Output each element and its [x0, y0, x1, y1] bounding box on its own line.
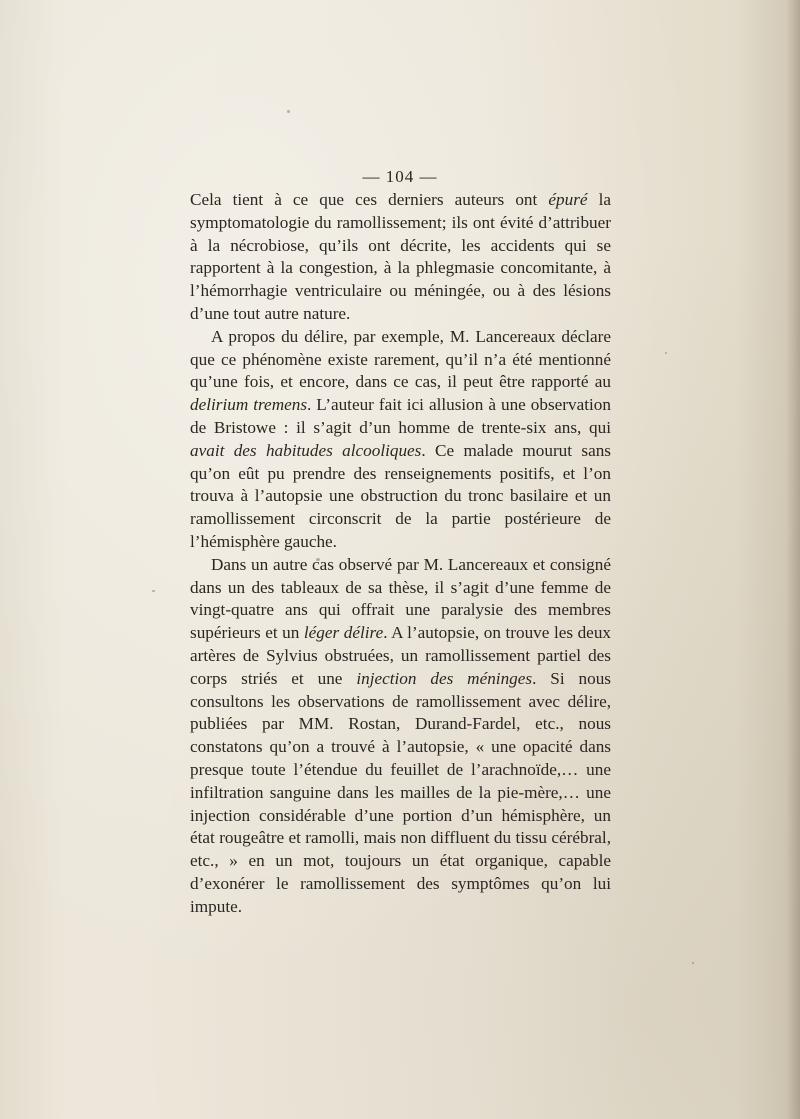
italic-text: épuré	[548, 190, 588, 209]
text-run: A propos du délire, par exemple, M. Lancereaux déclare que ce phénomène existe rarement, qu’il n’a été mentionné qu’une fois, et encore, dans ce cas, il peut être rapporté au	[190, 326, 611, 392]
paper-speck	[152, 590, 155, 592]
paragraph	[190, 189, 611, 326]
text-run: Cela tient à ce que ces derniers auteurs ont	[190, 190, 549, 209]
text-run: . Ce malade mourut sans qu’on eût pu prendre des renseignements positifs, et l’on trouva à l’autopsie une obstruction du tronc basilaire et un ramollissement circonscrit de la partie postérieure de l’hémisphère gauche.	[190, 440, 611, 551]
italic-text: avait des habitudes alcooliques	[190, 440, 422, 460]
text-run: la symptomatologie du ramollissement; ils ont évité d’attribuer à la nécrobiose, qu’ils ont décrite, les accidents qui se rapportent à la congestion, à la phlegmasie concomitante, à l’hémorrhagie ventriculaire ou méningée, ou à des lésions d’une tout autre nature.	[190, 190, 611, 323]
page-edge-shadow	[786, 0, 800, 1119]
page-number: — 104 —	[362, 167, 438, 186]
paper-speck	[665, 352, 667, 354]
text-run: . Si nous consultons les observations de ramollissement avec délire, publiées par MM. Rostan, Durand-Fardel, etc., nous constatons qu’on a trouvé à l’autopsie, « une opacité dans presque toute l’étendue du feuillet de l’arachnoïde,… une infiltration sanguine dans les mailles de la pie-mère,… une injection considérable d’une portion d’un hémisphère, un état rougeâtre et ramolli, mais non diffluent du tissu cérébral, etc., » en un mot, toujours un état organique, capable d’exonérer le ramollissement des symptômes qu’on lui impute.	[190, 668, 611, 916]
paper-speck	[287, 110, 290, 113]
body-text	[190, 189, 611, 919]
text-run: . A l’autopsie, on trouve les deux artères de Sylvius obstruées, un ramollissement partiel des corps striés et une	[190, 623, 612, 688]
paragraph	[190, 554, 611, 919]
italic-text: léger délire	[303, 623, 384, 643]
text-run: Dans un autre cas observé par M. Lancereaux et consigné dans un des tableaux de sa thèse, il s’agit d’une femme de vingt-quatre ans qui offrait une paralysie des membres supérieurs et un	[190, 554, 611, 643]
paragraph	[190, 326, 611, 554]
italic-text: delirium tremens	[190, 395, 308, 415]
italic-text: injection des méninges	[356, 668, 533, 688]
text-run: . L’auteur fait ici allusion à une observation de Bristowe : il s’agit d’un homme de trente-six ans, qui	[190, 395, 611, 437]
paper-speck	[692, 962, 694, 964]
paper-speck	[316, 558, 320, 561]
